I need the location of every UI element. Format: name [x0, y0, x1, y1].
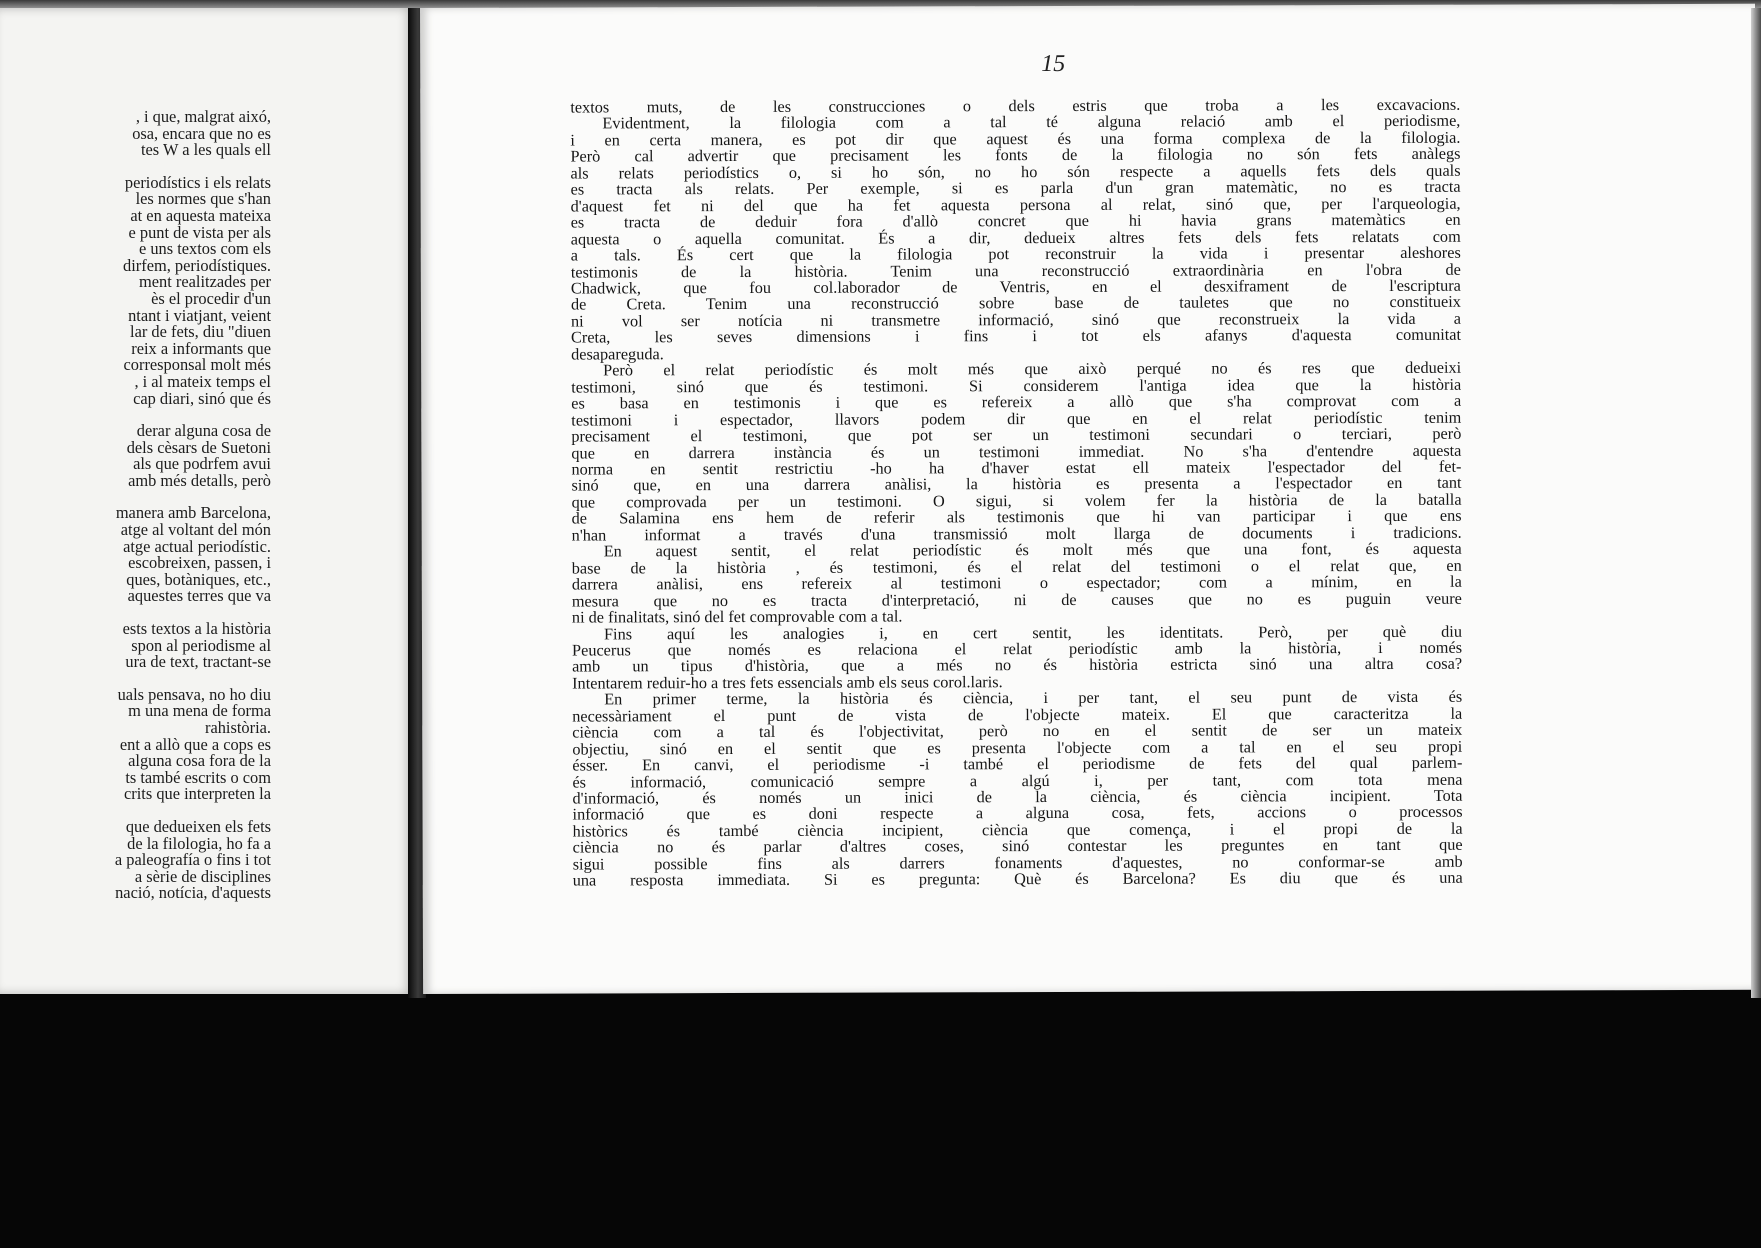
left-text-line: m una mena de forma [128, 701, 271, 721]
text-line: n'han informat a través d'una transmissió molt llarga de documents i tradicions. [571, 522, 1462, 545]
text-line: que en darrera instància és un testimoni immediat. No s'ha d'entendre aquesta [571, 440, 1462, 463]
left-text-line: spon al periodisme al [131, 635, 271, 655]
text-line: objectiu, sinó en el sentit que es presenta l'objecte com a tal en el seu propi [572, 736, 1463, 759]
left-text-line: ques, botàniques, etc., [126, 569, 271, 589]
left-facing-page [0, 8, 413, 994]
left-text-line: cap diari, sinó que és [133, 388, 271, 408]
left-text-line: ntant i viatjant, veient [128, 305, 271, 325]
left-text-line: , i al mateix temps el [134, 371, 271, 391]
left-text-line: que dedueixen els fets [125, 816, 271, 836]
left-text-line: als que podrfem avui [133, 454, 271, 474]
text-line: es tracta als relats. Per exemple, si es parla d'un gran matemàtic, no es tracta [570, 176, 1461, 199]
text-line: Chadwick, que fou col.laborador de Ventris, en el desxiframent de l'escriptura [570, 275, 1461, 298]
text-line: de Salamina ens hem de referir als testimonis que hi van participar i que ens [571, 506, 1462, 528]
text-line: En primer terme, la història és ciència, i per tant, el seu punt de vista és [604, 687, 1463, 709]
left-text-line: crits que interpreten la [124, 784, 271, 804]
text-line: testimoni i espectador, llavors podem dir que en el relat periodístic tenim [571, 407, 1462, 430]
text-line: ciència no és parlar d'altres coses, sinó contestar les preguntes en tant que [572, 835, 1463, 857]
text-line: En aquest sentit, el relat periodístic és molt més que una font, és aquesta [603, 538, 1462, 561]
left-text-line: atge al voltant del món [120, 520, 271, 540]
left-text-line: ura de text, tractant-se [125, 652, 271, 672]
text-line: històrics és també ciència incipient, ciència que comença, i el propi de la [572, 818, 1463, 841]
text-line: base de la història , és testimoni, és el relat del testimoni o el relat que, en [571, 555, 1462, 578]
left-text-line: uals pensava, no ho diu [117, 684, 271, 704]
left-text-line: osa, encara que no es [132, 123, 271, 143]
text-line: amb un tipus d'història, que a més no és història estricta sinó una altra cosa? [572, 654, 1463, 676]
left-text-line: amb més detalls, però [128, 470, 271, 490]
left-text-line: ts també escrits o com [125, 767, 271, 787]
right-page [420, 4, 1758, 994]
text-line: mesura que no es tracta d'interpretació, ni de causes que no es puguin veure [571, 588, 1462, 611]
text-line: que comprovada per un testimoni. O sigui, si volem fer la història de la batalla [571, 489, 1462, 512]
text-line: a tals. És cert que la filologia pot reconstruir la vida i presentar aleshores [570, 242, 1461, 265]
left-text-line: e uns textos com els [138, 239, 271, 259]
text-line: i en certa manera, es pot dir que aquest és una forma complexa de la filologia. [570, 127, 1461, 150]
left-text-line: a sèrie de disciplines [134, 866, 271, 886]
left-text-line: reix a informants que [131, 338, 271, 358]
left-text-line: e punt de vista per als [128, 222, 271, 242]
text-line: als relats periodístics o, si ho són, no ho són respecte a aquells fets dels quals [570, 160, 1461, 183]
body-text [570, 94, 1463, 890]
left-page-text [0, 109, 271, 902]
left-text-line: tes W a les quals ell [140, 140, 271, 160]
left-text-line: at en aquesta mateixa [130, 205, 271, 225]
left-text-line: ment realitzades per [139, 272, 271, 292]
left-text-line: dirfem, periodístiques. [123, 255, 271, 275]
text-line: darrera anàlisi, ens refereix al testimoni o espectador; com a mínim, en la [571, 571, 1462, 594]
text-line: Creta, les seves dimensions i fins i tot els afanys d'aquesta comunitat [571, 325, 1462, 347]
text-line: és informació, comunicació sempre a algú i, per tant, com tota mena [572, 769, 1463, 792]
text-line: sinó que, en una darrera anàlisi, la història es presenta a l'espectador en tant [571, 473, 1462, 495]
left-text-line: rahistòria. [205, 718, 271, 737]
text-line: Fins aquí les analogies i, en cert sentit, les identitats. Però, per què diu [603, 621, 1462, 643]
text-line: ni de finalitats, sinó del fet comprovable com a tal. [571, 606, 903, 627]
left-text-line: ests textos a la història [122, 619, 271, 639]
left-text-line: atge actual periodístic. [123, 536, 271, 556]
text-line: sigui possible fins als darrers fonaments d'aquestes, no conformar-se amb [572, 851, 1463, 874]
text-line: testimoni, sinó que és testimoni. Si considerem l'antiga idea que la història [571, 374, 1462, 397]
left-text-line: escobreixen, passen, i [128, 553, 271, 573]
text-line: ésser. En canvi, el periodisme -i també el periodisme de fets del qual parlem- [572, 752, 1463, 775]
left-text-line: de la filologia, ho fa a [127, 833, 271, 853]
text-line: ciència com a tal és l'objectivitat, però no en el sentit de ser un mateix [572, 719, 1463, 742]
left-text-line: ès el procedir d'un [151, 288, 271, 308]
text-line: informació que es doni respecte a alguna cosa, fets, accions o processos [572, 802, 1463, 825]
text-line: Intentarem reduir-ho a tres fets essencials amb els seus corol.laris. [572, 672, 1003, 693]
left-text-line: derar alguna cosa de [136, 421, 271, 441]
text-line: necessàriament el punt de vista de l'objecte mateix. El que caracteritza la [572, 703, 1463, 726]
left-text-line: alguna cosa fora de la [128, 751, 271, 771]
text-line: aquesta o aquella comunitat. És a dir, dedueix altres fets dels fets relatats com [570, 226, 1461, 249]
page-edge [1751, 8, 1761, 998]
left-text-line: , i que, malgrat aixó, [135, 107, 271, 126]
text-line: ni vol ser notícia ni transmetre informació, sinó que reconstrueix la vida a [570, 308, 1462, 331]
text-line: una resposta immediata. Si es pregunta: Què és Barcelona? Es diu que és una [572, 868, 1463, 890]
left-text-line: a paleografía o fins i tot [114, 850, 271, 870]
text-line: de Creta. Tenim una reconstrucció sobre base de tauletes que no constitueix [570, 292, 1461, 314]
left-text-line: les normes que s'han [135, 189, 271, 209]
text-line: Evidentment, la filologia com a tal té alguna relació amb el periodisme, [602, 111, 1461, 133]
left-text-line: manera amb Barcelona, [115, 503, 271, 523]
text-line: es tracta de deduir fora d'allò concret que hi havia grans matemàtics en [570, 209, 1461, 232]
text-line: norma en sentit restrictiu -ho ha d'haver estat ell mateix l'espectador del fet- [571, 456, 1462, 479]
left-text-line: aquestes terres que va [127, 586, 271, 606]
text-line: es basa en testimonis i que es refereix a allò que s'ha comprovat com a [571, 390, 1462, 413]
left-text-line: lar de fets, diu "diuen [130, 322, 271, 342]
left-text-line: ent a allò que a cops es [119, 734, 271, 754]
text-line: precisament el testimoni, que pot ser un testimoni secundari o terciari, però [571, 423, 1462, 446]
left-text-line: nació, notícia, d'aquests [115, 883, 271, 903]
text-line: Peucerus que només es relaciona el relat periodístic amb la història, i només [571, 637, 1463, 660]
text-line: d'informació, és només un inici de la ciència, és ciència incipient. Tota [572, 785, 1463, 808]
left-text-line: corresponsal molt més [123, 355, 271, 375]
text-line: Però el relat periodístic és molt més que això perqué no és res que dedueixi [603, 357, 1462, 380]
text-line: desapareguda. [571, 344, 664, 364]
left-text-line: dels cèsars de Suetoni [126, 437, 271, 457]
page-number: 15 [1041, 50, 1066, 78]
left-text-line: periodístics i els relats [124, 172, 271, 192]
text-line: Però cal advertir que precisament les fonts de la filologia no són fets anàlegs [570, 144, 1461, 166]
text-line: testimonis de la història. Tenim una reconstrucció extraordinària en l'obra de [570, 259, 1461, 282]
text-line: textos muts, de les construcciones o dels estris que troba a les excavacions. [570, 94, 1461, 117]
text-line: d'aquest fet ni del que ha fet aquesta persona al relat, sinó que, per l'arqueologia, [570, 193, 1461, 216]
